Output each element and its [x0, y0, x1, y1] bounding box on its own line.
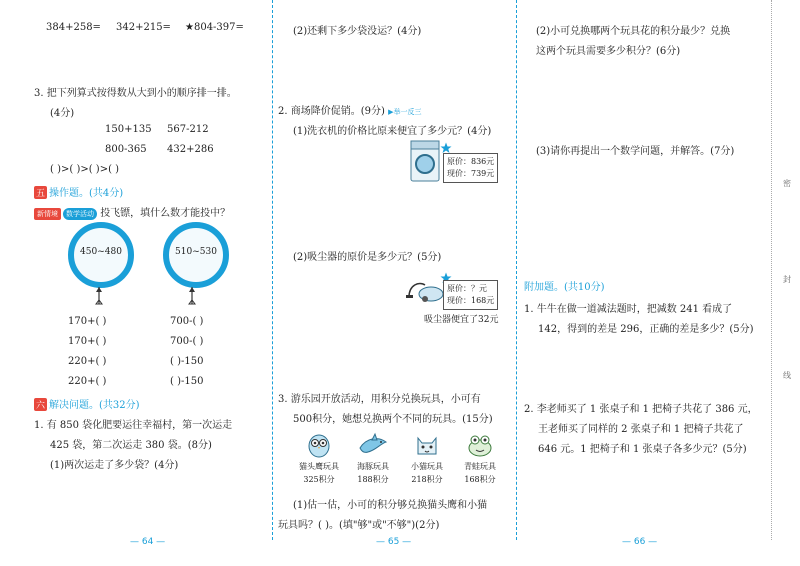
vacuum-current-price: 现价：168元 — [447, 296, 495, 305]
extra-q2-line3: 646 元。1 把椅子和 1 张桌子各多少元？(5分) — [538, 444, 747, 455]
calc-3: ★804-397= — [185, 22, 244, 33]
binding-line — [771, 0, 772, 540]
q3-prompt-line1: 3. 游乐园开放活动，用积分兑换玩具，小可有 — [278, 394, 481, 405]
fill-right-1[interactable]: 700-( ) — [170, 316, 204, 327]
section-6-title: 解决问题。(共32分) — [49, 400, 140, 411]
seal-label-feng: 封 — [783, 275, 791, 284]
toy-owl-name: 猫头鹰玩具 — [299, 462, 339, 471]
section-6-heading — [34, 396, 140, 411]
q2-sub2: (2)吸尘器的原价是多少元？(5分) — [293, 252, 442, 263]
new-situation-badge: 新情境 — [34, 208, 61, 220]
column-divider-1 — [272, 0, 273, 540]
toy-owl-points: 325积分 — [303, 475, 335, 484]
order-blanks[interactable]: ( )>( )>( )>( ) — [50, 164, 120, 175]
dart-question-row — [34, 204, 230, 220]
expr-3: 800-365 — [105, 144, 147, 155]
vacuum-original-price: 原价：？元 — [447, 284, 487, 293]
toy-cat-name: 小猫玩具 — [411, 462, 443, 471]
section-5-heading — [34, 184, 123, 199]
toy-cat — [402, 432, 452, 486]
washer-current-price: 现价：739元 — [447, 169, 495, 178]
toy-dolphin — [348, 432, 398, 486]
target-ring-2 — [163, 222, 229, 288]
q3-prompt-line2: 500积分，她想兑换两个不同的玩具。(15分) — [293, 414, 493, 425]
q3-sub1-line1: (1)估一估，小可的积分够兑换猫头鹰和小猫 — [293, 500, 488, 511]
frog-icon — [467, 432, 493, 458]
cat-icon — [414, 432, 440, 458]
ring-2-range: 510~530 — [175, 247, 217, 257]
math-activity-badge: 数学活动 — [63, 208, 97, 220]
q2-heading — [278, 102, 421, 117]
section-6-badge: 六 — [34, 398, 47, 411]
calc-1: 384+258= — [46, 22, 101, 33]
expr-2: 567-212 — [167, 124, 209, 135]
washing-machine-icon — [410, 140, 440, 182]
q2-tag: ▶举一反三 — [388, 108, 422, 116]
toy-frog-points: 168积分 — [464, 475, 496, 484]
q3-sub3: (3)请你再提出一个数学问题，并解答。(7分) — [536, 146, 735, 157]
solve-q1-line1: 1. 有 850 袋化肥要运往幸福村，第一次运走 — [34, 420, 233, 431]
section-5-title: 操作题。(共4分) — [49, 188, 124, 199]
section-5-badge: 五 — [34, 186, 47, 199]
page-number-64: — 64 — — [130, 537, 166, 547]
toy-owl — [294, 432, 344, 486]
q3-sub1-line2[interactable]: 玩具吗？( )。(填"够"或"不够")(2分) — [278, 520, 440, 531]
owl-icon — [306, 432, 332, 458]
extra-q2-line2: 王老师买了同样的 2 张桌子和 1 把椅子共花了 — [538, 424, 744, 435]
solve-q1-line2: 425 袋，第二次运走 380 袋。(8分) — [50, 440, 212, 451]
toy-frog-name: 青蛙玩具 — [464, 462, 496, 471]
q3-score: (4分) — [50, 108, 75, 119]
q2-sub1: (1)洗衣机的价格比原来便宜了多少元？(4分) — [293, 126, 492, 137]
dolphin-icon — [358, 432, 388, 458]
expr-4: 432+286 — [167, 144, 214, 155]
washer-price-tag — [443, 153, 498, 183]
solve-q1-sub1: (1)两次运走了多少袋？(4分) — [50, 460, 179, 471]
fill-left-1[interactable]: 170+( ) — [68, 316, 107, 327]
q3-sub2-line1: (2)小可兑换哪两个玩具花的积分最少？兑换 — [536, 26, 731, 37]
fill-right-3[interactable]: ( )-150 — [170, 356, 204, 367]
extra-q1-line2: 142，得到的差是 296，正确的差是多少？(5分) — [538, 324, 754, 335]
ring-1-range: 450~480 — [80, 247, 122, 257]
washer-original-price: 原价：836元 — [447, 157, 495, 166]
page-number-66: — 66 — — [622, 537, 658, 547]
calc-2: 342+215= — [116, 22, 171, 33]
extra-q2-line1: 2. 李老师买了 1 张桌子和 1 把椅子共花了 386 元， — [524, 404, 758, 415]
fill-left-2[interactable]: 170+( ) — [68, 336, 107, 347]
fill-left-4[interactable]: 220+( ) — [68, 376, 107, 387]
q3-prompt: 3. 把下列算式按得数从大到小的顺序排一排。 — [34, 88, 237, 99]
dart-1-icon — [93, 286, 105, 308]
fill-right-2[interactable]: 700-( ) — [170, 336, 204, 347]
page-number-65: — 65 — — [376, 537, 412, 547]
target-ring-1 — [68, 222, 134, 288]
dart-question: 投飞镖，填什么数才能投中？ — [100, 208, 231, 219]
toy-dolphin-name: 海豚玩具 — [357, 462, 389, 471]
vacuum-cleaner-icon — [405, 275, 445, 303]
fill-left-3[interactable]: 220+( ) — [68, 356, 107, 367]
toy-cat-points: 218积分 — [411, 475, 443, 484]
seal-label-xian: 线 — [783, 371, 791, 380]
q2-prompt: 2. 商场降价促销。(9分) — [278, 106, 385, 117]
dart-2-icon — [186, 286, 198, 308]
seal-label-mi: 密 — [783, 179, 791, 188]
fill-right-4[interactable]: ( )-150 — [170, 376, 204, 387]
vacuum-discount-note: 吸尘器便宜了32元 — [424, 315, 499, 325]
toy-frog — [455, 432, 505, 486]
solve-q1-sub2: (2)还剩下多少袋没运？(4分) — [293, 26, 422, 37]
expr-1: 150+135 — [105, 124, 152, 135]
q3-sub2-line2: 这两个玩具需要多少积分？(6分) — [536, 46, 681, 57]
column-divider-2 — [516, 0, 517, 540]
extra-q1-line1: 1. 牛牛在做一道减法题时，把减数 241 看成了 — [524, 304, 733, 315]
vacuum-price-tag — [443, 280, 498, 310]
toy-dolphin-points: 188积分 — [357, 475, 389, 484]
extra-section-title: 附加题。(共10分) — [524, 282, 605, 293]
